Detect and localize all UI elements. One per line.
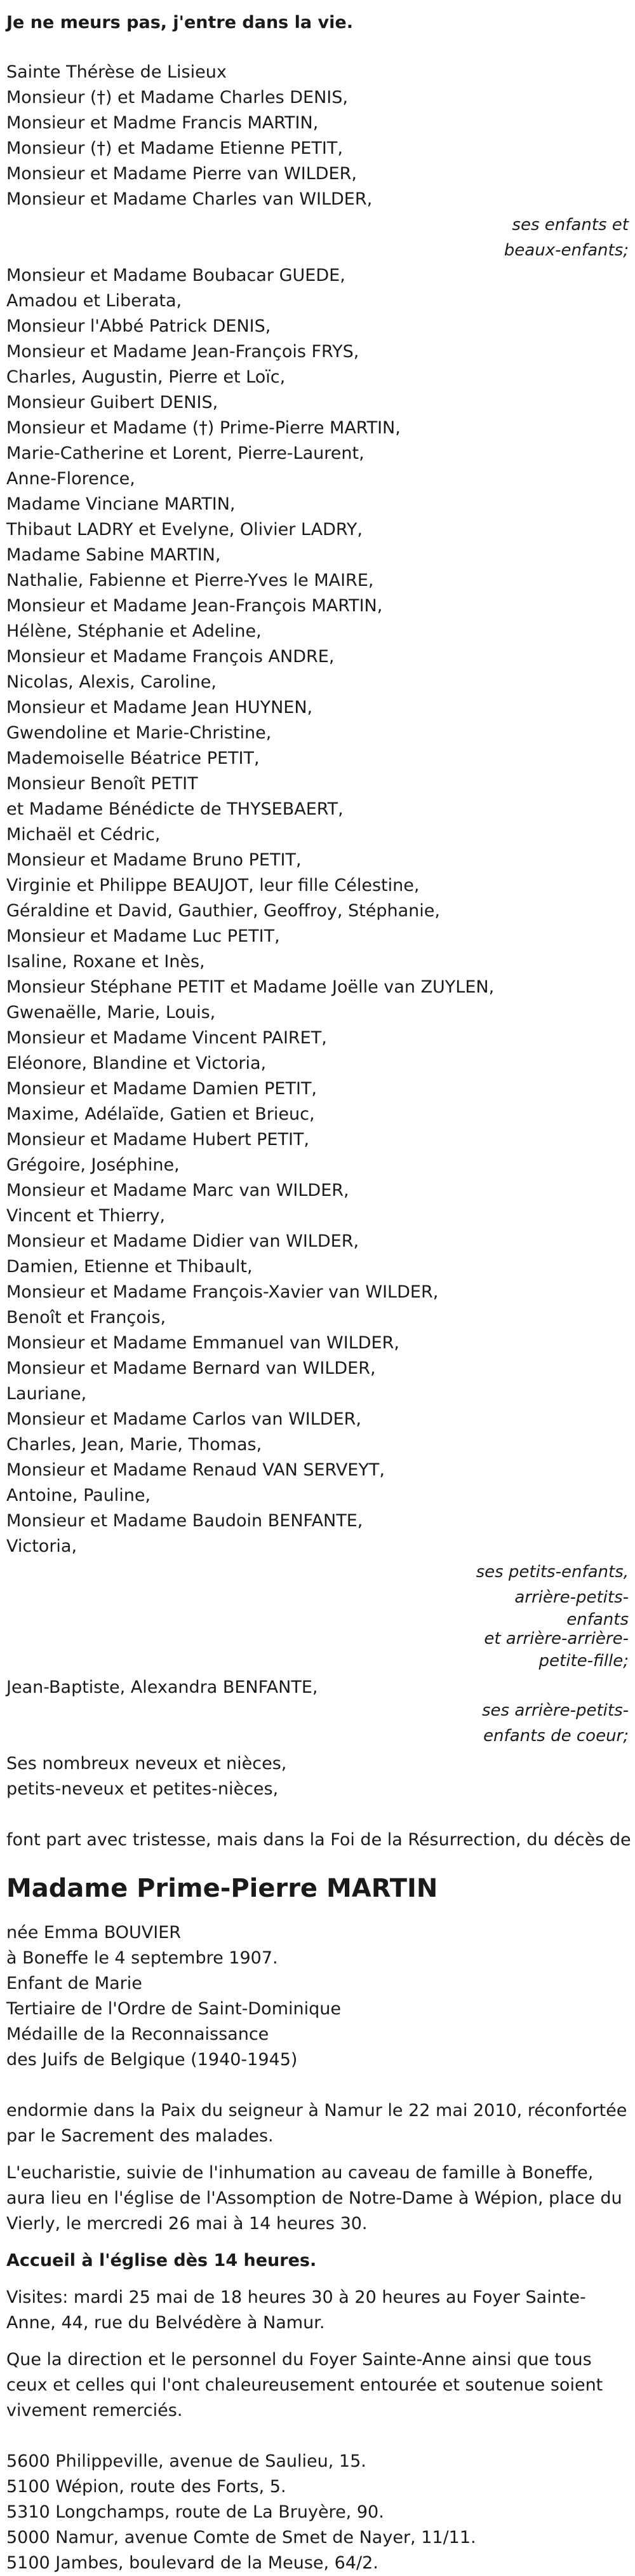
list-item: Monsieur et Madame Renaud VAN SERVEYT,: [6, 1460, 385, 1480]
children-role: [6, 212, 629, 263]
heart-role: [6, 1698, 629, 1749]
list-item: Monsieur et Madame Carlos van WILDER,: [6, 1409, 361, 1429]
list-item: Monsieur et Madme Francis MARTIN,: [6, 113, 319, 133]
welcome-text: Accueil à l'église dès 14 heures.: [6, 2251, 317, 2270]
address-line: 5310 Longchamps, route de La Bruyère, 90.: [6, 2502, 384, 2522]
list-item: Damien, Etienne et Thibault,: [6, 1257, 253, 1277]
list-item: Thibaut LADRY et Evelyne, Olivier LADRY,: [6, 520, 363, 539]
epigraph: Je ne meurs pas, j'entre dans la vie.: [6, 13, 353, 32]
list-item: Isaline, Roxane et Inès,: [6, 952, 205, 972]
address-line: 5100 Jambes, boulevard de la Meuse, 64/2.: [6, 2553, 378, 2573]
role-line: petite-fille;: [538, 1651, 629, 1671]
address-line: 5100 Wépion, route des Forts, 5.: [6, 2477, 286, 2497]
role-line: ses enfants et: [512, 215, 629, 234]
list-item: Charles, Augustin, Pierre et Loïc,: [6, 367, 286, 387]
role-line: enfants: [566, 1610, 629, 1629]
list-item: petits-neveux et petites-nièces,: [6, 1779, 279, 1799]
biography: [6, 1920, 629, 2073]
bio-line: Tertiaire de l'Ordre de Saint-Dominique: [6, 1999, 341, 2019]
list-item: Monsieur et Madame Hubert PETIT,: [6, 1130, 310, 1149]
epigraph-source: Sainte Thérèse de Lisieux: [6, 62, 227, 82]
list-item: Monsieur et Madame Bruno PETIT,: [6, 850, 302, 870]
bio-line: Enfant de Marie: [6, 1974, 142, 1993]
bio-line: née Emma BOUVIER: [6, 1923, 182, 1942]
list-item: Ses nombreux neveux et nièces,: [6, 1754, 287, 1773]
list-item: Nicolas, Alexis, Caroline,: [6, 672, 217, 692]
role-line: beaux-enfants;: [504, 241, 629, 260]
list-item: Monsieur Stéphane PETIT et Madame Joëlle van ZUYLEN,: [6, 977, 495, 997]
list-item: Monsieur l'Abbé Patrick DENIS,: [6, 316, 271, 336]
list-item: Marie-Catherine et Lorent, Pierre-Laurent,: [6, 444, 364, 463]
grandchildren-list: [6, 263, 629, 1559]
list-item: Monsieur et Madame Bernard van WILDER,: [6, 1359, 376, 1378]
list-item: Nathalie, Fabienne et Pierre-Yves le MAIRE,: [6, 571, 374, 590]
address-line: 5600 Philippeville, avenue de Saulieu, 15.: [6, 2451, 366, 2471]
list-item: et Madame Bénédicte de THYSEBAERT,: [6, 799, 344, 819]
list-item: Virginie et Philippe BEAUJOT, leur fille Célestine,: [6, 876, 420, 895]
list-item: Eléonore, Blandine et Victoria,: [6, 1054, 267, 1073]
list-item: Hélène, Stéphanie et Adeline,: [6, 621, 262, 641]
list-item: Monsieur et Madame Marc van WILDER,: [6, 1181, 349, 1200]
list-item: Gwenaëlle, Marie, Louis,: [6, 1003, 216, 1022]
list-item: Benoît et François,: [6, 1308, 166, 1327]
death-text: endormie dans la Paix du seigneur à Namur le 22 mai 2010, réconfortée par le Sacrement des malades.: [6, 2101, 627, 2146]
list-item: Charles, Jean, Marie, Thomas,: [6, 1435, 262, 1454]
list-item: Monsieur et Madame François ANDRE,: [6, 647, 335, 667]
list-item: Monsieur et Madame Baudoin BENFANTE,: [6, 1511, 363, 1531]
heart-grandchildren: Jean-Baptiste, Alexandra BENFANTE,: [6, 1678, 318, 1697]
list-item: Grégoire, Joséphine,: [6, 1155, 180, 1175]
list-item: Maxime, Adélaïde, Gatien et Brieuc,: [6, 1104, 315, 1124]
visits-text: Visites: mardi 25 mai de 18 heures 30 à 20 heures au Foyer Sainte-Anne, 44, rue du Belvédère à Namur.: [6, 2288, 586, 2333]
address-line: 5000 Namur, avenue Comte de Smet de Nayer, 11/11.: [6, 2528, 476, 2547]
list-item: Monsieur et Madame Jean HUYNEN,: [6, 698, 313, 717]
list-item: Lauriane,: [6, 1384, 87, 1404]
list-item: Anne-Florence,: [6, 469, 135, 489]
thanks-text: Que la direction et le personnel du Foyer Sainte-Anne ainsi que tous ceux et celles qui l'ont chaleureusement entourée et soutenue soient vivement remerciés.: [6, 2350, 603, 2420]
list-item: Gwendoline et Marie-Christine,: [6, 723, 272, 743]
role-line: arrière-petits-: [514, 1588, 629, 1607]
list-item: Monsieur et Madame Pierre van WILDER,: [6, 164, 357, 184]
list-item: Monsieur et Madame Jean-François FRYS,: [6, 342, 359, 362]
grandchildren-role: [6, 1559, 629, 1674]
list-item: Monsieur Guibert DENIS,: [6, 393, 218, 412]
list-item: Monsieur et Madame Luc PETIT,: [6, 926, 280, 946]
children-list: [6, 85, 629, 212]
list-item: Amadou et Liberata,: [6, 291, 182, 311]
nephews: [6, 1751, 629, 1802]
list-item: Madame Vinciane MARTIN,: [6, 494, 236, 514]
announcement: font part avec tristesse, mais dans la Foi de la Résurrection, du décès de: [6, 1830, 631, 1850]
role-line: ses petits-enfants,: [476, 1563, 629, 1582]
list-item: Vincent et Thierry,: [6, 1206, 166, 1226]
role-line: ses arrière-petits-: [482, 1701, 629, 1720]
list-item: Monsieur et Madame Charles van WILDER,: [6, 189, 373, 209]
list-item: Monsieur et Madame François-Xavier van WILDER,: [6, 1282, 439, 1302]
list-item: Monsieur Benoît PETIT: [6, 774, 198, 794]
ceremony-text: L'eucharistie, suivie de l'inhumation au caveau de famille à Boneffe, aura lieu en l'église de l'Assomption de Notre-Dame à Wépion, place du Vierly, le mercredi 26 mai à 14 heures 30.: [6, 2163, 622, 2234]
list-item: Antoine, Pauline,: [6, 1486, 151, 1505]
list-item: Monsieur et Madame Emmanuel van WILDER,: [6, 1333, 399, 1353]
role-line: et arrière-arrière-: [484, 1629, 629, 1648]
list-item: Monsieur et Madame Damien PETIT,: [6, 1079, 318, 1099]
list-item: Mademoiselle Béatrice PETIT,: [6, 749, 260, 768]
bio-line: à Boneffe le 4 septembre 1907.: [6, 1948, 278, 1968]
list-item: Monsieur et Madame Didier van WILDER,: [6, 1231, 359, 1251]
list-item: Monsieur (†) et Madame Etienne PETIT,: [6, 139, 343, 158]
bio-line: des Juifs de Belgique (1940-1945): [6, 2050, 298, 2070]
list-item: Monsieur et Madame Boubacar GUEDE,: [6, 266, 345, 285]
deceased-name: Madame Prime-Pierre MARTIN: [6, 1874, 438, 1903]
list-item: Madame Sabine MARTIN,: [6, 545, 221, 565]
list-item: Victoria,: [6, 1536, 77, 1556]
addresses: [6, 2449, 629, 2576]
role-line: enfants de coeur;: [483, 1726, 629, 1746]
list-item: Michaël et Cédric,: [6, 825, 161, 844]
list-item: Monsieur et Madame Vincent PAIRET,: [6, 1028, 327, 1048]
list-item: Monsieur (†) et Madame Charles DENIS,: [6, 88, 348, 107]
bio-line: Médaille de la Reconnaissance: [6, 2024, 269, 2044]
list-item: Géraldine et David, Gauthier, Geoffroy, Stéphanie,: [6, 901, 440, 921]
list-item: Monsieur et Madame Jean-François MARTIN,: [6, 596, 383, 616]
list-item: Monsieur et Madame (†) Prime-Pierre MARTIN,: [6, 418, 401, 438]
